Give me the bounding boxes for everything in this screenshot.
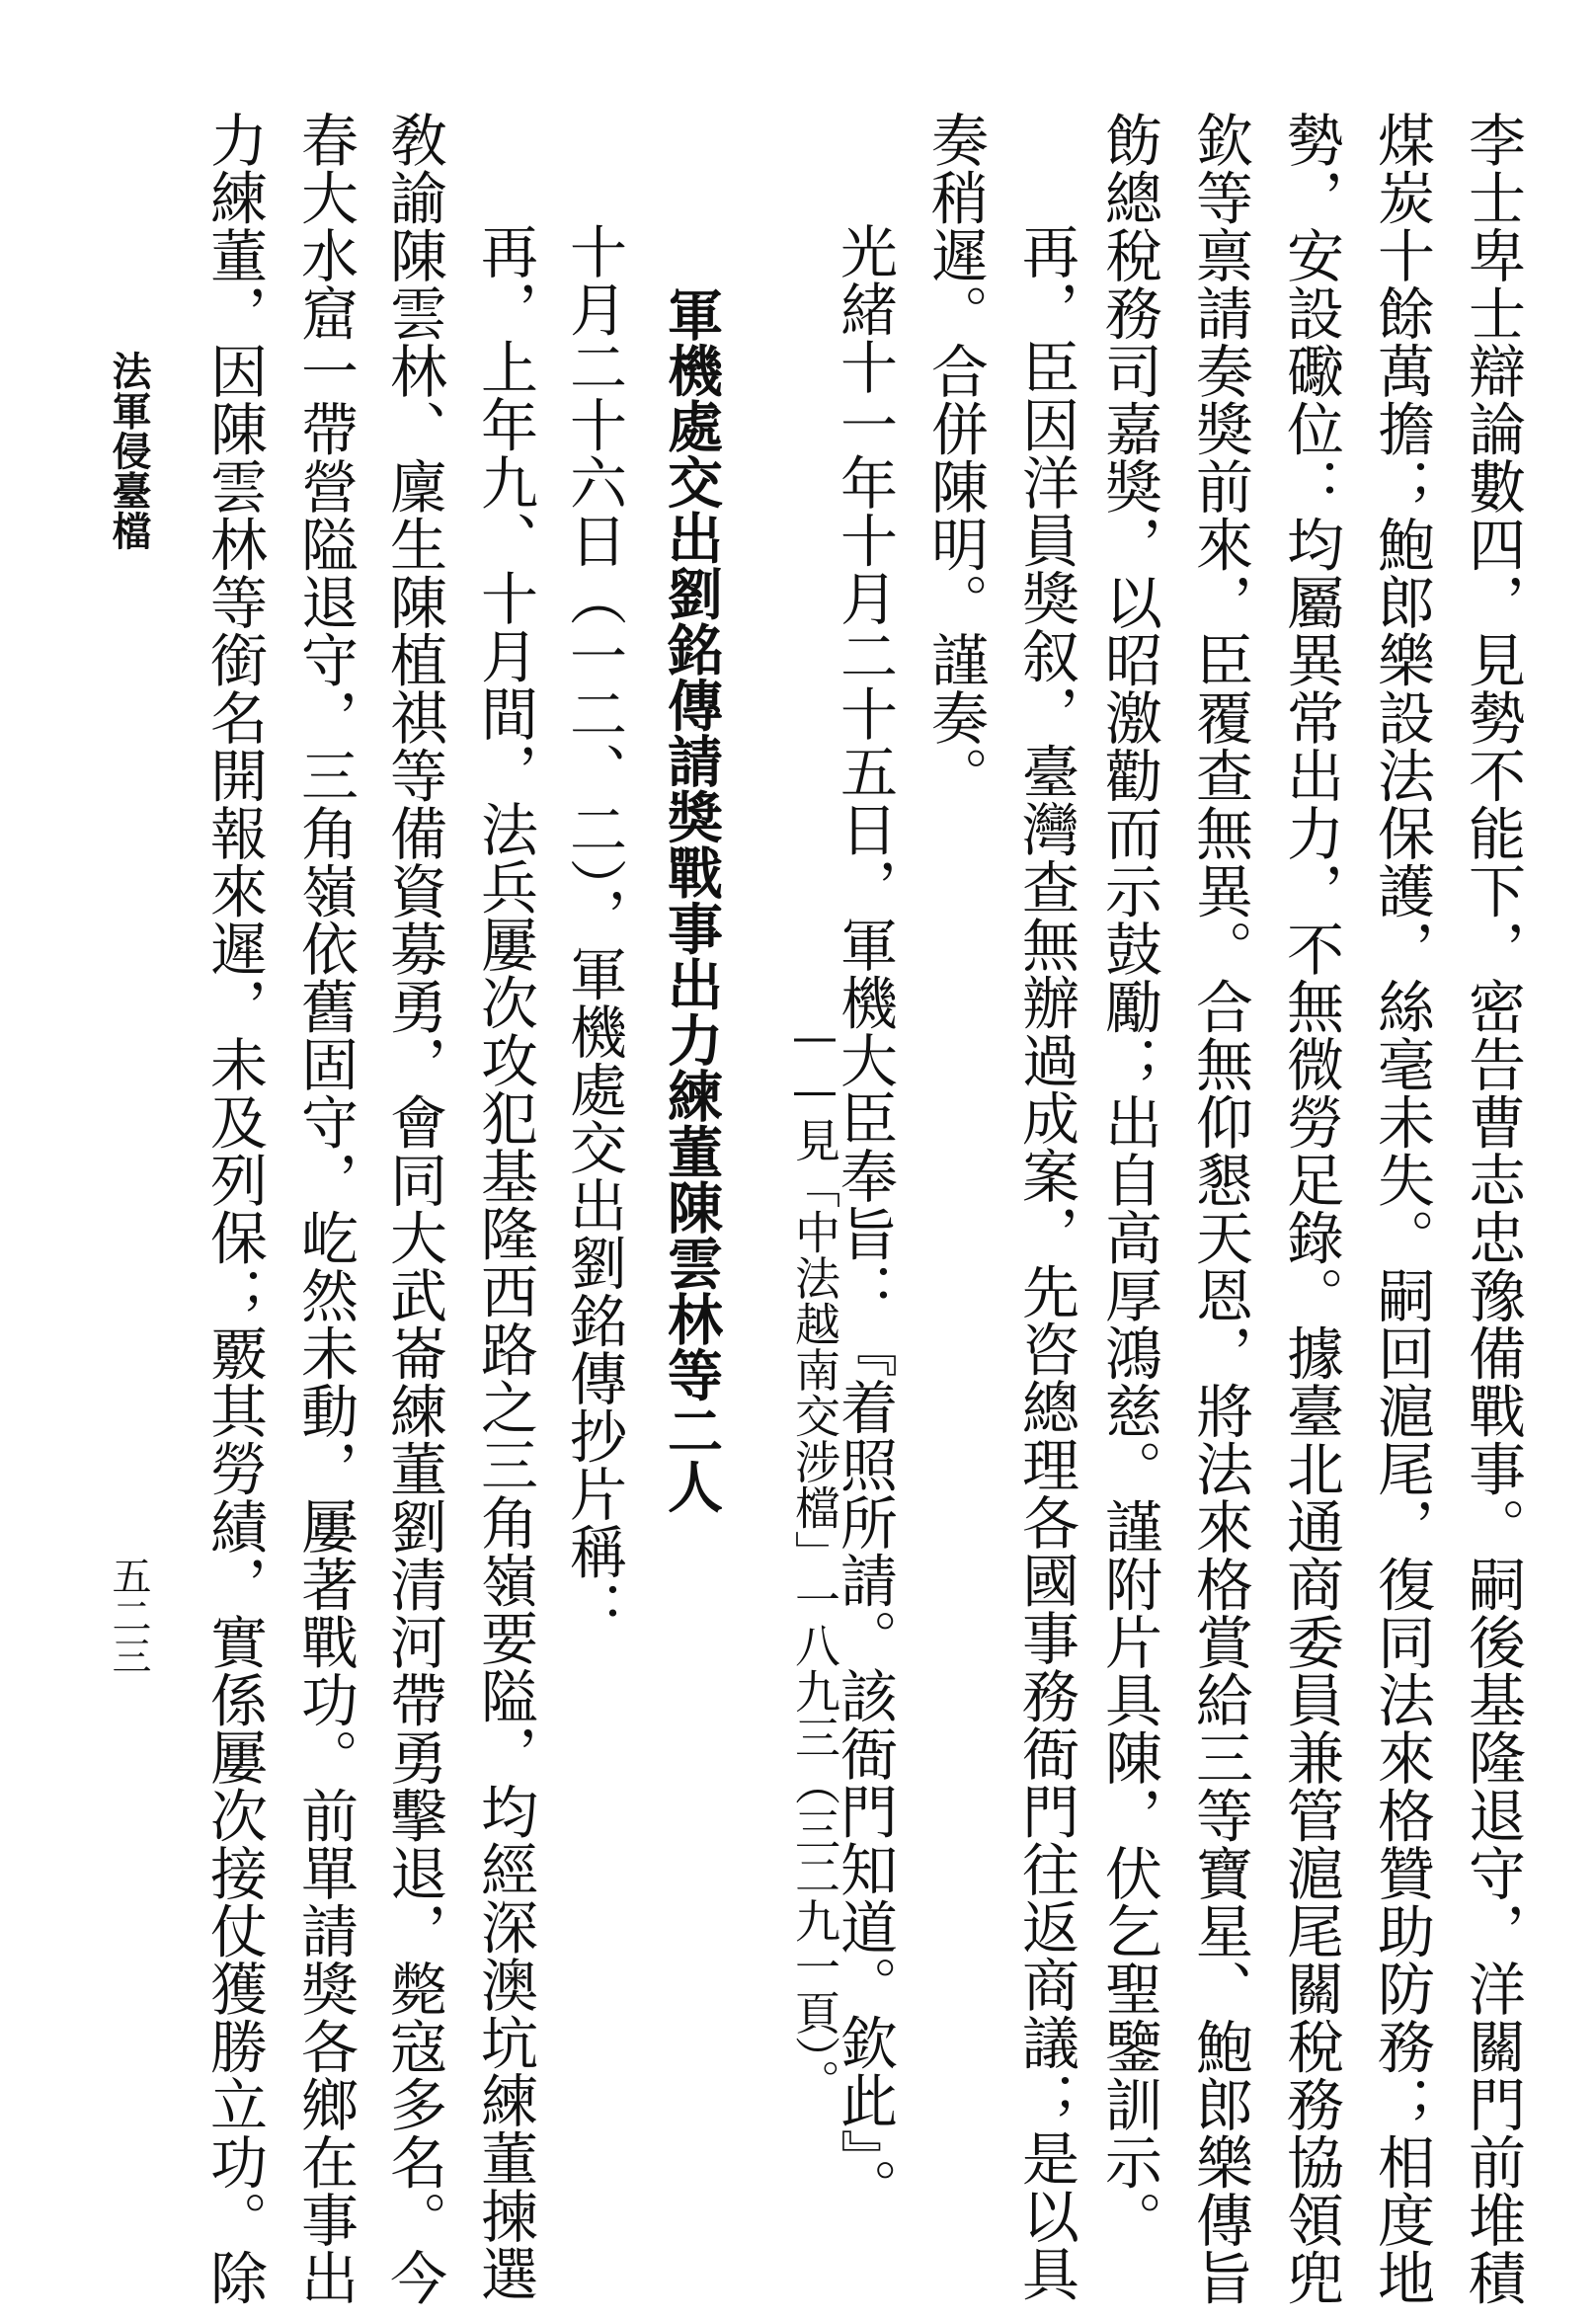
book-title-margin: 法軍侵臺檔 <box>106 351 152 551</box>
text-column-8: 光緒十一年十月二十五日，軍機大臣奉旨：『着照所請。該衙門知道。欽此』。 <box>831 222 898 2216</box>
date-line-column: 十月二十六日（一二、二），軍機處交出劉銘傳抄片稱： <box>560 222 627 1639</box>
text-column-1: 李士卑士辯論數四，見勢不能下，密告曹志忠豫備戰事。嗣後基隆退守，洋關門前堆積 <box>1459 111 1526 2306</box>
text-column-4: 欽等禀請奏獎前來，臣覆查無異。合無仰懇天恩，將法來格賞給三等寶星、鮑郎樂傳旨 <box>1186 111 1253 2306</box>
text-column-3: 勢，安設礮位：均屬異常出力，不無微勞足錄。據臺北通商委員兼管滬尾關稅務協領兜 <box>1277 111 1344 2306</box>
text-column-6: 再，臣因洋員獎叙，臺灣查無辦過成案，先咨總理各國事務衙門往返商議；是以具 <box>1012 222 1079 2302</box>
citation-column: ——見「中法越南交涉檔」一八九三（三二九一頁）。 <box>788 1009 841 2105</box>
text-column-7: 奏稍遲。合併陳明。謹奏。 <box>921 111 989 804</box>
text-column-15: 力練董，因陳雲林等銜名開報來遲，未及列保；覈其勞績，實係屢次接仗獲勝立功。除 <box>200 111 268 2306</box>
section-heading: 軍機處交出劉銘傳請獎戰事出力練董陳雲林等二人 <box>659 286 724 1514</box>
text-column-13: 敎諭陳雲林、廩生陳植祺等備資募勇，會同大武崙練董劉清河帶勇擊退，斃寇多名。今 <box>380 111 447 2306</box>
text-column-12: 再，上年九、十月間，法兵屢次攻犯基隆西路之三角嶺要隘，均經深澳坑練董揀選 <box>471 222 538 2302</box>
text-column-2: 煤炭十餘萬擔；鮑郎樂設法保護，絲毫未失。嗣回滬尾，復同法來格贊助防務；相度地 <box>1368 111 1435 2306</box>
text-column-14: 春大水窟一帶營隘退守，三角嶺依舊固守，屹然未動，屢著戰功。前單請獎各鄉在事出 <box>291 111 359 2306</box>
text-column-5: 飭總稅務司嘉獎，以昭激勸而示鼓勵；出自高厚鴻慈。謹附片具陳，伏乞聖鑒訓示。 <box>1095 111 1162 2249</box>
page-number-margin: 五二三 <box>106 1556 151 1676</box>
